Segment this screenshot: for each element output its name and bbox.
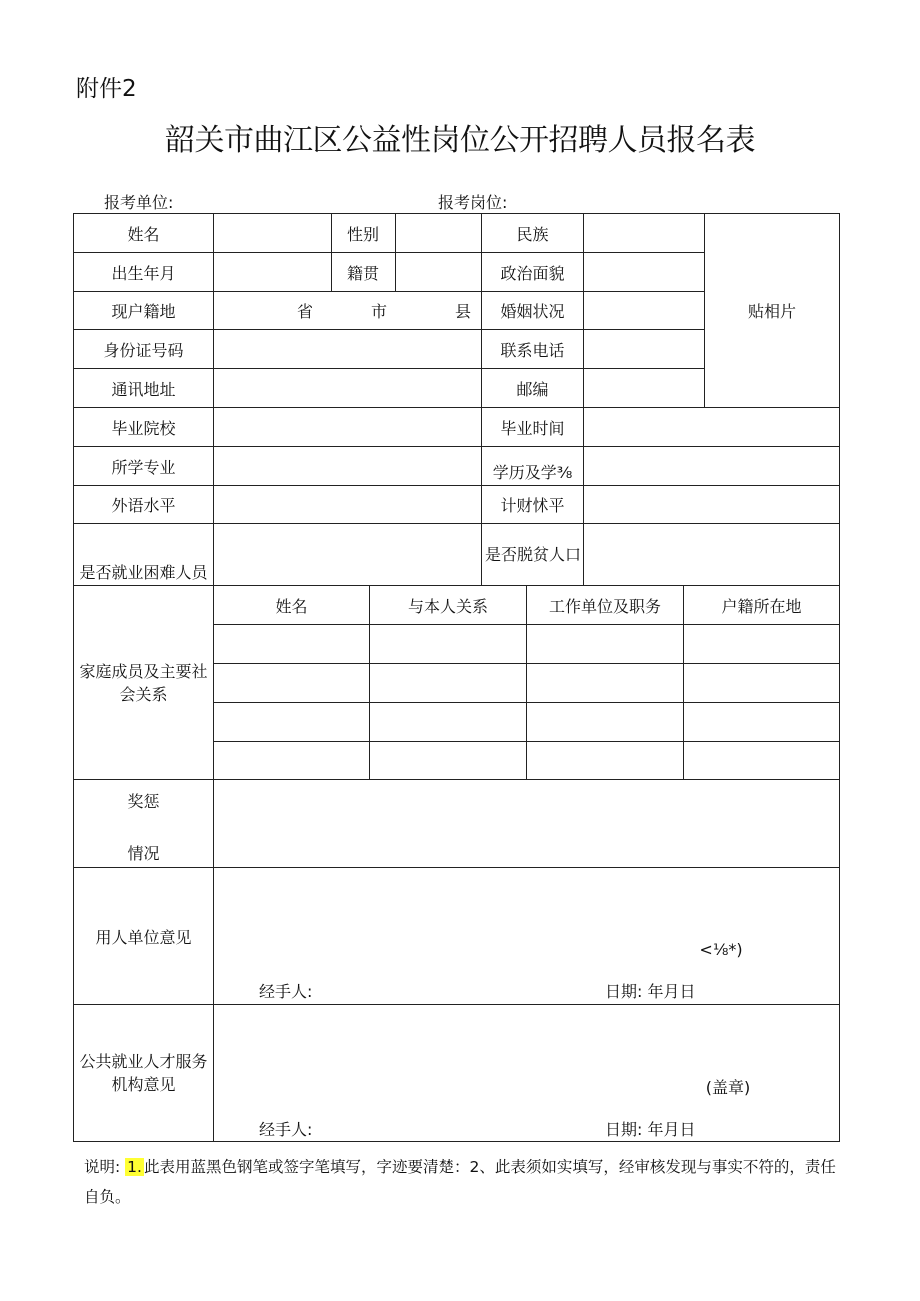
registration-form — [73, 213, 840, 1142]
marital-status-input[interactable] — [584, 292, 704, 329]
graduation-time-label: 毕业时间 — [500, 418, 565, 438]
employer-seal-text: <⅛*) — [699, 939, 743, 959]
photo-area[interactable]: 贴相片 — [747, 302, 796, 321]
postcode-input[interactable] — [584, 369, 704, 407]
agency-seal-text: (盖章) — [705, 1077, 751, 1097]
major-input[interactable] — [214, 447, 481, 485]
province-label: 省 — [296, 302, 313, 321]
computer-level-label: 计财怵平 — [500, 496, 565, 515]
note-prefix: 说明: — [84, 1158, 121, 1176]
family-relations-label: 家庭成员及主要社会关系 — [79, 661, 208, 704]
applied-unit-label: 报考单位: — [104, 193, 174, 212]
note-text: 此表用蓝黑色钢笔或签字笔填写，字迹要清楚：2、此表须如实填写，经审核发现与事实不符的，责任自负。 — [84, 1158, 836, 1206]
language-level-label: 外语水平 — [111, 496, 176, 515]
address-label: 通讯地址 — [111, 379, 176, 399]
gender-input[interactable] — [396, 214, 481, 252]
school-input[interactable] — [214, 408, 481, 446]
applied-post-label: 报考岗位: — [438, 193, 508, 212]
employer-handler-label: 经手人: — [259, 981, 313, 1001]
awards-label-line2: 情况 — [127, 843, 160, 863]
native-place-label: 籍贯 — [346, 263, 379, 283]
name-label: 姓名 — [127, 224, 160, 244]
marital-status-label: 婚姻状况 — [500, 302, 565, 321]
poverty-alleviated-input[interactable] — [584, 524, 839, 585]
birth-date-label: 出生年月 — [111, 263, 176, 283]
political-status-input[interactable] — [584, 253, 704, 291]
phone-input[interactable] — [584, 330, 704, 368]
phone-label: 联系电话 — [500, 340, 565, 360]
ethnicity-label: 民族 — [516, 224, 549, 244]
ethnicity-input[interactable] — [584, 214, 704, 252]
employer-opinion-label: 用人单位意见 — [95, 927, 192, 947]
page-title: 韶关市曲江区公益性岗位公开招聘人员报名表 — [165, 123, 755, 158]
family-col-relation: 与本人关系 — [407, 596, 488, 616]
degree-input[interactable] — [584, 447, 839, 485]
note-marker: 1. — [127, 1158, 142, 1176]
awards-input[interactable] — [214, 780, 839, 867]
city-label: 市 — [370, 302, 387, 321]
id-number-label: 身份证号码 — [103, 340, 184, 360]
residence-label: 现户籍地 — [111, 302, 176, 321]
native-place-input[interactable] — [396, 253, 481, 291]
family-col-employer: 工作单位及职务 — [548, 596, 661, 616]
postcode-label: 邮编 — [516, 379, 549, 399]
address-input[interactable] — [214, 369, 481, 407]
school-label: 毕业院校 — [111, 418, 176, 438]
language-level-input[interactable] — [214, 486, 481, 523]
family-col-household: 户籍所在地 — [721, 596, 802, 616]
employment-hardship-label: 是否就业困难人员 — [79, 563, 208, 582]
id-number-input[interactable] — [214, 330, 481, 368]
county-label: 县 — [454, 302, 471, 321]
degree-label: 学历及学⅜ — [492, 463, 573, 482]
family-col-name: 姓名 — [275, 596, 308, 616]
employer-date-label: 日期: 年月日 — [605, 981, 696, 1001]
attachment-label: 附件2 — [76, 76, 137, 102]
agency-opinion-label: 公共就业人才服务机构意见 — [79, 1052, 208, 1094]
name-input[interactable] — [214, 214, 331, 252]
political-status-label: 政治面貌 — [500, 263, 565, 283]
major-label: 所学专业 — [111, 457, 176, 477]
gender-label: 性别 — [346, 224, 379, 244]
agency-date-label: 日期: 年月日 — [605, 1119, 696, 1139]
computer-level-input[interactable] — [584, 486, 839, 523]
graduation-time-input[interactable] — [584, 408, 839, 446]
instructions-note — [84, 1152, 844, 1212]
agency-handler-label: 经手人: — [259, 1119, 313, 1139]
birth-date-input[interactable] — [214, 253, 331, 291]
employment-hardship-input[interactable] — [214, 524, 481, 585]
poverty-alleviated-label: 是否脱贫人口 — [485, 545, 582, 564]
awards-label-line1: 奖惩 — [127, 791, 160, 811]
